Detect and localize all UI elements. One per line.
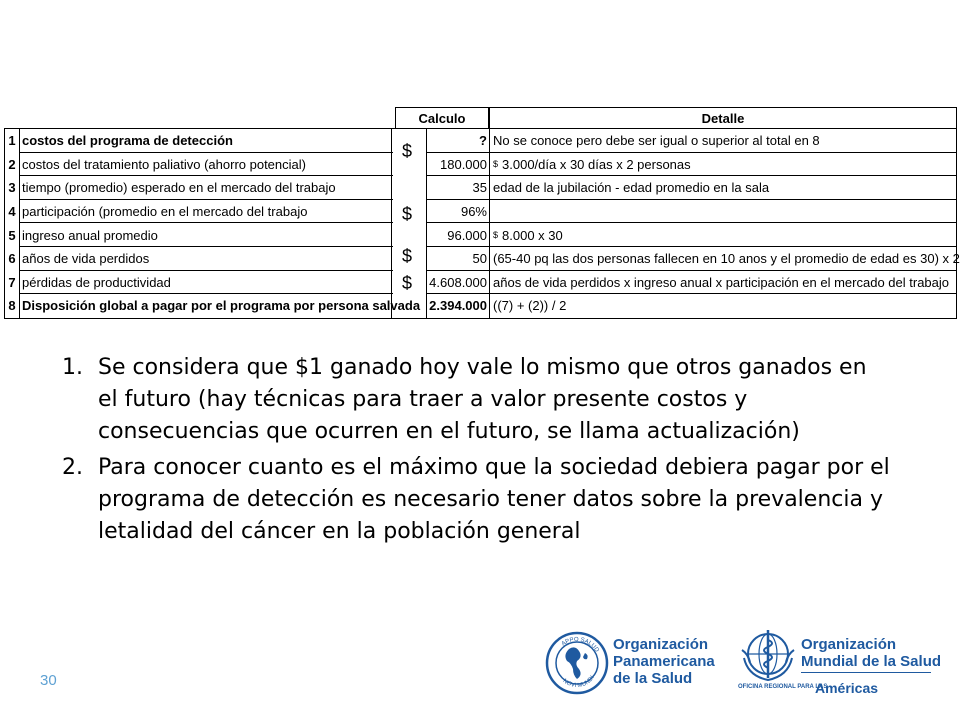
row-number: 7 — [5, 271, 20, 295]
row-number: 6 — [5, 247, 20, 271]
currency-symbol: $ — [402, 273, 413, 293]
row-detail — [490, 294, 956, 318]
list-item — [62, 452, 892, 548]
row-detail — [490, 129, 956, 153]
who-region: Américas — [815, 680, 879, 696]
row-detail — [490, 271, 956, 295]
table-row — [5, 223, 956, 247]
list-number: 1. — [62, 355, 83, 380]
row-detail — [490, 153, 956, 177]
row-number: 2 — [5, 153, 20, 177]
seal-top-text: APPO SALUD — [560, 636, 600, 654]
paho-logo — [545, 628, 725, 698]
currency-symbol: $ — [402, 141, 413, 161]
detail-text: años de vida perdidos x ingreso anual x participación en el mercado del trabajo — [493, 274, 950, 290]
row-description: años de vida perdidos — [20, 247, 392, 271]
row-value: 4.608.000 — [427, 271, 490, 295]
detail-text: 8.000 x 30 — [502, 227, 563, 243]
row-description: pérdidas de productividad — [20, 271, 392, 295]
who-line1: Organización — [801, 636, 897, 653]
row-number: 8 — [5, 294, 20, 318]
currency-cell — [393, 176, 427, 200]
table-row — [5, 271, 956, 295]
row-description: costos del programa de detección — [20, 129, 392, 153]
row-detail — [490, 223, 956, 247]
currency-cell — [393, 223, 427, 247]
detail-text: No se conoce pero debe ser igual o superior al total en 8 — [493, 133, 820, 149]
detail-text: edad de la jubilación - edad promedio en la sala — [493, 180, 770, 196]
numbered-list — [62, 352, 892, 552]
header-calculo: Calculo — [395, 107, 489, 128]
currency-cell — [393, 294, 427, 318]
detail-text: (65-40 pq las dos personas fallecen en 10 anos y el promedio de edad es 30) x 2 — [493, 251, 960, 267]
detail-text: ((7) + (2)) / 2 — [493, 298, 567, 314]
table-row — [5, 176, 956, 200]
who-emblem-icon — [738, 628, 798, 684]
list-number: 2. — [62, 455, 83, 480]
who-region-small: OFICINA REGIONAL PARA LAS — [738, 684, 828, 690]
row-detail — [490, 176, 956, 200]
page-number: 30 — [40, 672, 57, 689]
table-row — [5, 247, 960, 271]
row-description: tiempo (promedio) esperado en el mercado del trabajo — [20, 176, 392, 200]
row-description: participación (promedio en el mercado del trabajo — [20, 200, 392, 224]
row-value: ? — [427, 129, 490, 153]
cost-table — [4, 107, 960, 319]
seal-bottom-text: NOVI MUNDI — [561, 675, 596, 690]
who-logo — [738, 626, 948, 702]
list-item — [62, 352, 892, 448]
paho-line2: Panamericana — [613, 653, 715, 670]
paho-seal-icon — [545, 631, 609, 695]
currency-symbol: $ — [402, 204, 413, 224]
row-value: 96.000 — [427, 223, 490, 247]
who-divider — [801, 672, 931, 673]
row-value: 180.000 — [427, 153, 490, 177]
paho-line3: de la Salud — [613, 670, 693, 687]
table-row — [5, 153, 956, 177]
row-description: Disposición global a pagar por el programa por persona salvada — [20, 294, 392, 318]
paho-line1: Organización — [613, 636, 709, 653]
detail-text: 3.000/día x 30 días x 2 personas — [502, 156, 691, 172]
header-detalle: Detalle — [489, 107, 957, 128]
currency-symbol: $ — [402, 246, 413, 266]
table-row — [5, 129, 956, 153]
table-row — [5, 294, 956, 318]
row-description: costos del tratamiento paliativo (ahorro potencial) — [20, 153, 392, 177]
table-row — [5, 200, 956, 224]
table-body — [4, 128, 960, 319]
row-number: 3 — [5, 176, 20, 200]
row-value: 2.394.000 — [427, 294, 490, 318]
detail-currency: $ — [493, 159, 499, 170]
list-text: Se considera que $1 ganado hoy vale lo mismo que otros ganados en el futuro (hay técnicas para traer a valor presente costos y consecuencias que ocurren en el futuro, se llama actualización) — [98, 355, 867, 444]
row-number: 5 — [5, 223, 20, 247]
detail-currency: $ — [493, 230, 499, 241]
row-description: ingreso anual promedio — [20, 223, 392, 247]
row-value: 35 — [427, 176, 490, 200]
row-number: 1 — [5, 129, 20, 153]
row-value: 96% — [427, 200, 490, 224]
list-text: Para conocer cuanto es el máximo que la sociedad debiera pagar por el programa de detección es necesario tener datos sobre la prevalencia y letalidad del cáncer en la población general — [98, 455, 890, 544]
row-value: 50 — [427, 247, 490, 271]
row-number: 4 — [5, 200, 20, 224]
who-line2: Mundial de la Salud — [801, 653, 942, 670]
row-detail — [490, 200, 956, 224]
row-detail — [490, 247, 960, 271]
